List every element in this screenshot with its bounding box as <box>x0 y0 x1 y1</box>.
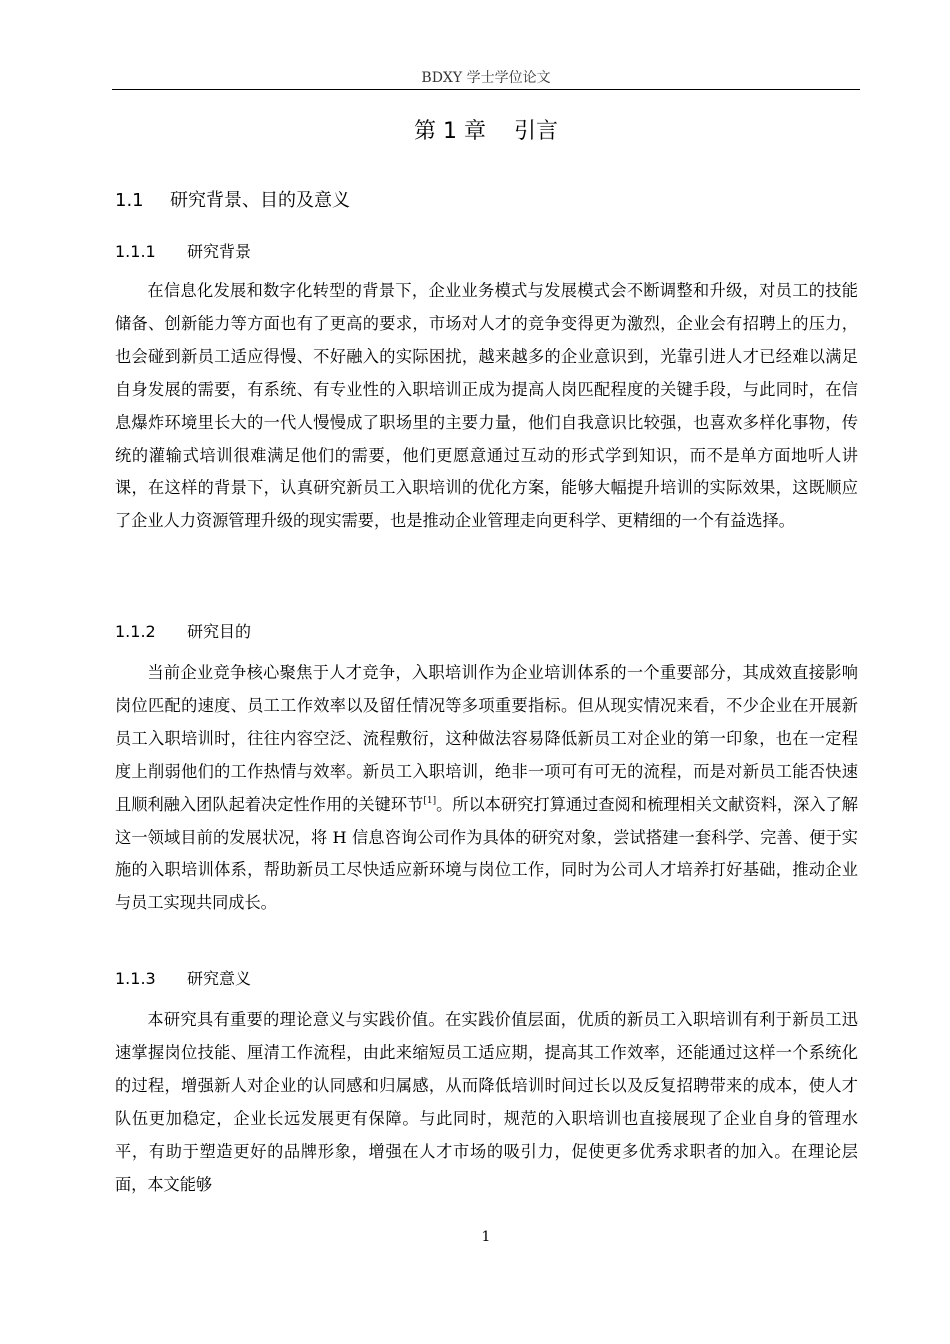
subsection-title: 研究意义 <box>187 969 252 988</box>
subsection-heading-1-1-1 <box>115 240 251 264</box>
paragraph-text: 当前企业竞争核心聚焦于人才竞争，入职培训作为企业培训体系的一个重要部分，其成效直接影响岗位匹配的速度、员工工作效率以及留任情况等多项重要指标。但从现实情况来看，不少企业在开展新员工入职培训时，往往内容空泛、流程敷衍，这种做法容易降低新员工对企业的第一印象，也在一定程度上削弱他们的工作热情与效率。新员工入职培训，绝非一项可有可无的流程，而是对新员工能否快速且顺利融入团队起着决定性作用的关键环节 <box>115 663 858 814</box>
subsection-title: 研究背景 <box>187 242 252 261</box>
chapter-name: 引言 <box>513 119 558 144</box>
chapter-number: 第 1 章 <box>414 119 486 144</box>
section-title: 研究背景、目的及意义 <box>170 190 350 211</box>
section-number: 1.1 <box>115 190 144 211</box>
page-number: 1 <box>481 1229 491 1245</box>
paragraph-research-significance: 本研究具有重要的理论意义与实践价值。在实践价值层面，优质的新员工入职培训有利于新员工迅速掌握岗位技能、厘清工作流程，由此来缩短员工适应期，提高其工作效率，还能通过这样一个系统化的过程，增强新人对企业的认同感和归属感，从而降低培训时间过长以及反复招聘带来的成本，使人才队伍更加稳定，企业长远发展更有保障。与此同时，规范的入职培训也直接展现了企业自身的管理水平，有助于塑造更好的品牌形象，增强在人才市场的吸引力，促使更多优秀求职者的加入。在理论层面，本文能够 <box>115 1010 858 1194</box>
subsection-heading-1-1-2 <box>115 620 251 644</box>
section-heading-1-1 <box>115 188 350 214</box>
subsection-number: 1.1.1 <box>115 242 156 261</box>
paragraph-text: 。所以本研究打算通过查阅和梳理相关文献资料，深入了解这一领域目前的发展状况，将 H 信息咨询公司作为具体的研究对象，尝试搭建一套科学、完善、便于实施的入职培训体系，帮助新员工尽快适应新环境与岗位工作，同时为公司人才培养打好基础，推动企业与员工实现共同成长。 <box>115 794 858 913</box>
subsection-heading-1-1-3 <box>115 967 251 991</box>
subsection-number: 1.1.2 <box>115 622 156 641</box>
running-header: BDXY 学士学位论文 <box>112 68 860 90</box>
citation-reference: [1] <box>423 795 437 806</box>
subsection-number: 1.1.3 <box>115 969 156 988</box>
paragraph-research-background: 在信息化发展和数字化转型的背景下，企业业务模式与发展模式会不断调整和升级，对员工的技能储备、创新能力等方面也有了更高的要求，市场对人才的竞争变得更为激烈，企业会有招聘上的压力，也会碰到新员工适应得慢、不好融入的实际困扰，越来越多的企业意识到，光靠引进人才已经难以满足自身发展的需要，有系统、有专业性的入职培训正成为提高人岗匹配程度的关键手段，与此同时，在信息爆炸环境里长大的一代人慢慢成了职场里的主要力量，他们自我意识比较强，也喜欢多样化事物，传统的灌输式培训很难满足他们的需要，他们更愿意通过互动的形式学到知识，而不是单方面地听人讲课，在这样的背景下，认真研究新员工入职培训的优化方案，能够大幅提升培训的实际效果，这既顺应了企业人力资源管理升级的现实需要，也是推动企业管理走向更科学、更精细的一个有益选择。 <box>115 281 858 531</box>
paragraph-research-purpose <box>115 657 858 920</box>
subsection-title: 研究目的 <box>187 622 252 641</box>
chapter-title <box>112 117 860 147</box>
